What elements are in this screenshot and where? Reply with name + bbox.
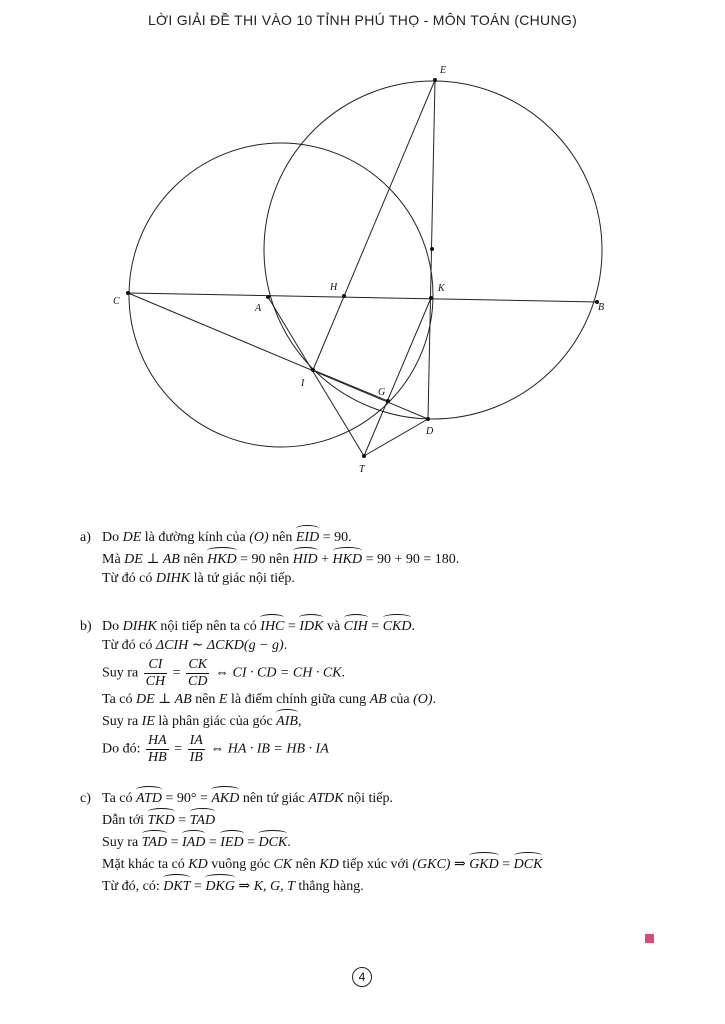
angle: TAD (142, 830, 167, 852)
line-CB (128, 293, 597, 302)
angle: DCK (258, 830, 287, 852)
page-header: LỜI GIẢI ĐỀ THI VÀO 10 TỈNH PHÚ THỌ - MÔN TOÁN (CHUNG) (147, 12, 578, 28)
label-T: T (359, 464, 365, 475)
angle: TKD (148, 808, 175, 830)
fraction: $\frac{CK}{CD}$ (188, 657, 208, 689)
angle: TAD (190, 808, 215, 830)
part-c-line-2: Dẫn tới TKD = TAD (80, 808, 680, 830)
label-I: I (301, 378, 305, 389)
page-number: 4 (352, 967, 372, 987)
solution-part-c (80, 786, 680, 896)
angle: IDK (299, 614, 323, 636)
part-b-line-5: Suy ra IE là phân giác của góc AIB, (80, 709, 680, 731)
line-TD (364, 419, 428, 456)
part-label: b) (80, 619, 92, 634)
label-H: H (330, 282, 338, 293)
part-c-line-3: Suy ra TAD = IAD = IED = DCK. (80, 830, 680, 852)
line-IG (313, 370, 388, 401)
part-b-line-2: Từ đó có ΔCIH ∼ ΔCKD(g − g). (102, 638, 288, 653)
label-A: A (255, 303, 262, 314)
angle: AKD (211, 786, 239, 808)
angle: HKD (207, 547, 237, 569)
angle: IED (220, 830, 243, 852)
fraction: $\frac{HA}{HB}$ (148, 733, 167, 765)
part-b-line-6: Do đó: $\frac{HA}{HB}$ = $\frac{IA}{IB}$ ⇔ HA · IB = HB · IA (102, 733, 329, 765)
part-b-line-3: Suy ra $\frac{CI}{CH}$ = $\frac{CK}{CD}$ ⇔ CI · CD = CH · CK. (102, 657, 346, 689)
geometry-figure (0, 0, 725, 500)
line-AT (268, 297, 364, 456)
part-a-line-2: Mà DE ⊥ AB nên HKD = 90 nên HID + HKD = 90 + 90 = 180. (80, 547, 680, 569)
angle: HKD (333, 547, 363, 569)
line-KT (364, 298, 431, 456)
angle: IAD (182, 830, 205, 852)
solution-part-a (80, 525, 680, 588)
line-CD (128, 293, 428, 419)
part-b-line-4: Ta có DE ⊥ AB nên E là điểm chính giữa cung AB của (O). (102, 692, 437, 707)
part-a-line-3: Từ đó có DIHK là tứ giác nội tiếp. (102, 571, 295, 586)
angle: IHC (260, 614, 284, 636)
fraction: $\frac{CI}{CH}$ (145, 657, 166, 689)
label-K: K (438, 283, 445, 294)
solution-part-b (80, 614, 680, 766)
angle: ATD (136, 786, 162, 808)
label-C: C (113, 296, 120, 307)
label-D: D (426, 426, 434, 437)
angle: CIH (344, 614, 368, 636)
label-B: B (598, 302, 605, 313)
decorative-square-icon (645, 934, 654, 943)
part-label: c) (80, 791, 91, 806)
angle: DKT (163, 874, 190, 896)
part-label: a) (80, 530, 91, 545)
angle: CKD (383, 614, 412, 636)
part-b-line-1: b) Do DIHK nội tiếp nên ta có IHC = IDK và CIH = CKD. (80, 614, 680, 636)
label-G: G (378, 387, 386, 398)
part-c-line-5: Từ đó, có: DKT = DKG ⇒ K, G, T thẳng hàng. (80, 874, 680, 896)
part-c-line-1: c) Ta có ATD = 90° = AKD nên tứ giác ATDK nội tiếp. (80, 786, 680, 808)
fraction: $\frac{IA}{IB}$ (189, 733, 203, 765)
part-a-line-1: a) Do DE là đường kính của (O) nên EID = 90. (80, 525, 680, 547)
angle: GKD (469, 852, 499, 874)
label-E: E (440, 65, 447, 76)
line-EI (313, 80, 435, 370)
angle: DCK (514, 852, 543, 874)
angle: HID (293, 547, 318, 569)
part-c-line-4: Mặt khác ta có KD vuông góc CK nên KD tiếp xúc với (GKC) ⇒ GKD = DCK (80, 852, 680, 874)
angle: EID (296, 525, 319, 547)
angle: AIB (276, 709, 298, 731)
angle: DKG (205, 874, 235, 896)
